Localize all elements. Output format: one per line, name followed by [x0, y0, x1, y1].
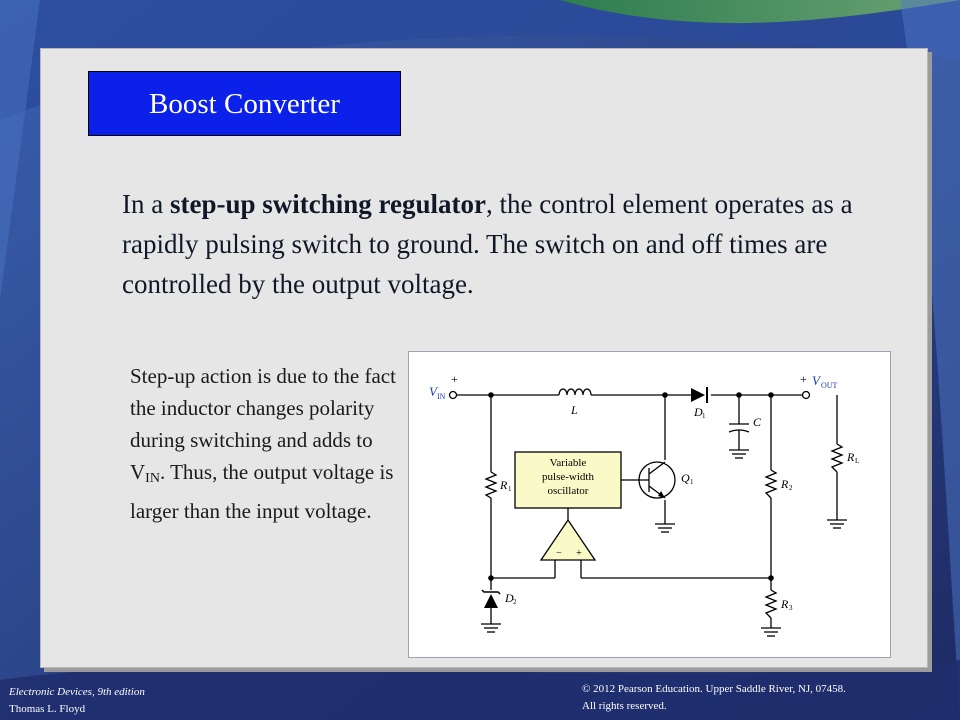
d2-label: D [505, 591, 514, 605]
side-text-sub: IN [145, 471, 160, 486]
side-text-1: Step-up action is due to the fact the inductor changes polarity during switching and adds to V [130, 364, 396, 484]
r1-sub: 1 [508, 485, 512, 493]
side-paragraph [130, 360, 400, 527]
d1-label: D [694, 405, 703, 419]
footer-copyright-line1: © 2012 Pearson Education. Upper Saddle River, NJ, 07458. [582, 683, 846, 695]
intro-paragraph [122, 184, 882, 304]
r3-sub: 3 [789, 604, 793, 612]
footer-book-title: Electronic Devices, 9th edition [9, 686, 145, 698]
side-text-2: . Thus, the output voltage is larger than the input voltage. [130, 460, 394, 523]
capacitor-label: C [753, 415, 762, 429]
opamp-minus: − [556, 548, 562, 559]
intro-text-2: , the control element operates as a rapidly pulsing switch to ground. The switch on and off times are controlled by the output voltage. [122, 189, 853, 299]
rl-label: R [847, 450, 855, 464]
vin-label: V [429, 384, 437, 399]
osc-line-3: oscillator [547, 485, 589, 497]
vout-sub: OUT [821, 381, 838, 390]
vin-plus-label: + [451, 372, 458, 386]
osc-line-2: pulse-width [542, 471, 594, 483]
vin-sub: IN [437, 392, 446, 401]
inductor-label: L [571, 403, 578, 417]
footer-copyright [582, 681, 846, 715]
d2-sub: 2 [513, 598, 517, 606]
footer-author: Thomas L. Floyd [9, 703, 86, 715]
q1-sub: 1 [690, 478, 694, 486]
boost-converter-schematic [408, 351, 891, 658]
d1-sub: 1 [702, 412, 706, 420]
slide-title: Boost Converter [88, 71, 401, 136]
r2-sub: 2 [789, 484, 793, 492]
vout-plus-label: + [800, 372, 807, 386]
intro-text-1: In a [122, 189, 170, 219]
intro-bold-term: step-up switching regulator [169, 189, 486, 219]
q1-label: Q [681, 471, 690, 485]
vout-label: V [812, 373, 820, 388]
osc-line-1: Variable [549, 457, 587, 469]
footer-book-info [9, 684, 145, 718]
footer-copyright-line2: All rights reserved. [582, 700, 667, 712]
rl-sub: L [855, 457, 860, 465]
r1-label: R [500, 478, 508, 492]
opamp-plus: + [576, 548, 582, 559]
r3-label: R [781, 597, 789, 611]
r2-label: R [781, 477, 789, 491]
